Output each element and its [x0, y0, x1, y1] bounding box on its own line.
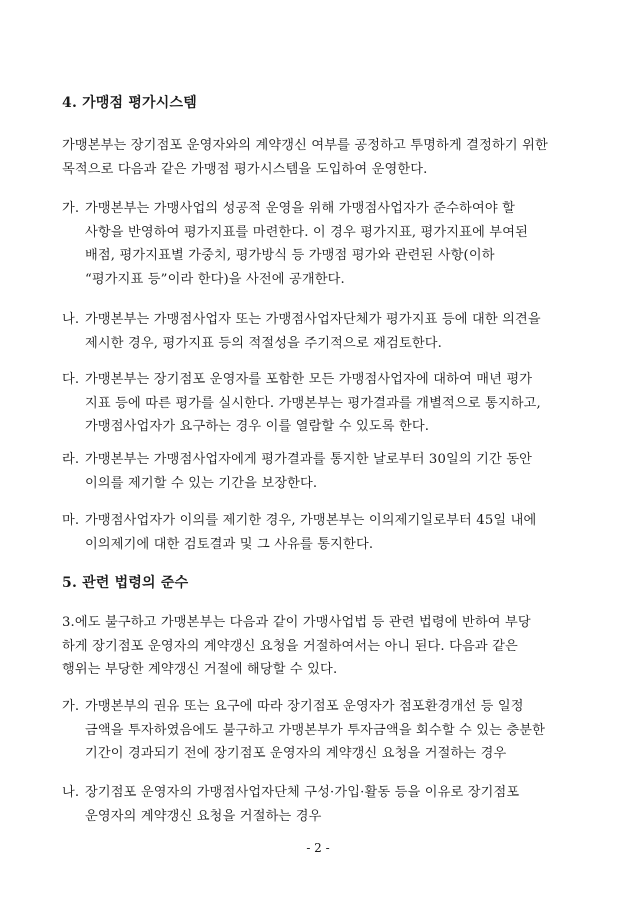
- item-label: 나.: [62, 312, 80, 327]
- section-4-item-ma: [62, 509, 576, 556]
- section-5-intro: [62, 611, 576, 682]
- item-text: 기간이 경과되기 전에 장기점포 운영자의 계약갱신 요청을 거절하는 경우: [85, 746, 507, 761]
- item-text: 가맹본부는 장기점포 운영자를 포함한 모든 가맹점사업자에 대하여 매년 평가: [85, 372, 533, 387]
- item-label: 나.: [62, 785, 80, 800]
- item-text: 이의를 제기할 수 있는 기간을 보장한다.: [85, 475, 318, 491]
- section-4-heading: 4. 가맹점 평가시스템: [62, 95, 197, 111]
- section-4-intro: [62, 134, 576, 181]
- section-4-item-da: [62, 368, 576, 439]
- item-text: “평가지표 등”이라 한다)을 사전에 공개한다.: [85, 271, 345, 287]
- item-text: 가맹점사업자가 요구하는 경우 이를 열람할 수 있도록 한다.: [85, 419, 430, 434]
- item-text: 지표 등에 따른 평가를 실시한다. 가맹본부는 평가결과를 개별적으로 통지하고,: [85, 395, 541, 411]
- section-4-item-ga: [62, 197, 576, 291]
- intro-line: 가맹본부는 장기점포 운영자와의 계약갱신 여부를 공정하고 투명하게 결정하기 위한: [62, 138, 548, 153]
- intro-line: 행위는 부당한 계약갱신 거절에 해당할 수 있다.: [62, 662, 338, 677]
- item-text: 금액을 투자하였음에도 불구하고 가맹본부가 투자금액을 회수할 수 있는 충분한: [85, 722, 546, 738]
- item-text: 사항을 반영하여 평가지표를 마련한다. 이 경우 평가지표, 평가지표에 부여된: [85, 224, 528, 240]
- item-text: 장기점포 운영자의 가맹점사업자단체 구성·가입·활동 등을 이유로 장기점포: [85, 785, 520, 800]
- item-text: 가맹본부의 권유 또는 요구에 따라 장기점포 운영자가 점포환경개선 등 일정: [85, 699, 524, 714]
- item-label: 가.: [62, 699, 80, 714]
- item-label: 다.: [62, 372, 80, 387]
- section-4-item-ra: [62, 448, 576, 495]
- page-number: - 2 -: [306, 841, 330, 855]
- item-text: 배점, 평가지표별 가중치, 평가방식 등 가맹점 평가와 관련된 사항(이하: [85, 248, 495, 263]
- section-5-item-na: [62, 781, 576, 828]
- item-label: 마.: [62, 513, 80, 528]
- item-text: 제시한 경우, 평가지표 등의 적절성을 주기적으로 재검토한다.: [85, 335, 442, 351]
- item-text: 가맹점사업자가 이의를 제기한 경우, 가맹본부는 이의제기일로부터 45일 내에: [85, 513, 537, 528]
- item-label: 가.: [62, 201, 80, 216]
- section-5-heading: 5. 관련 법령의 준수: [62, 575, 189, 591]
- section-4-item-na: [62, 308, 576, 355]
- item-text: 가맹본부는 가맹점사업자 또는 가맹점사업자단체가 평가지표 등에 대한 의견을: [85, 312, 541, 327]
- intro-line: 하게 장기점포 운영자의 계약갱신 요청을 거절하여서는 아니 된다. 다음과 같은: [62, 638, 518, 654]
- item-text: 운영자의 계약갱신 요청을 거절하는 경우: [85, 808, 322, 824]
- intro-line: 3.에도 불구하고 가맹본부는 다음과 같이 가맹사업법 등 관련 법령에 반하여 부당: [62, 615, 531, 630]
- section-5-item-ga: [62, 695, 576, 766]
- item-text: 가맹본부는 가맹점사업자에게 평가결과를 통지한 날로부터 30일의 기간 동안: [85, 452, 533, 467]
- intro-line: 목적으로 다음과 같은 가맹점 평가시스템을 도입하여 운영한다.: [62, 161, 428, 177]
- item-text: 가맹본부는 가맹사업의 성공적 운영을 위해 가맹점사업자가 준수하여야 할: [85, 201, 515, 216]
- item-text: 이의제기에 대한 검토결과 및 그 사유를 통지한다.: [85, 536, 374, 552]
- item-label: 라.: [62, 452, 80, 467]
